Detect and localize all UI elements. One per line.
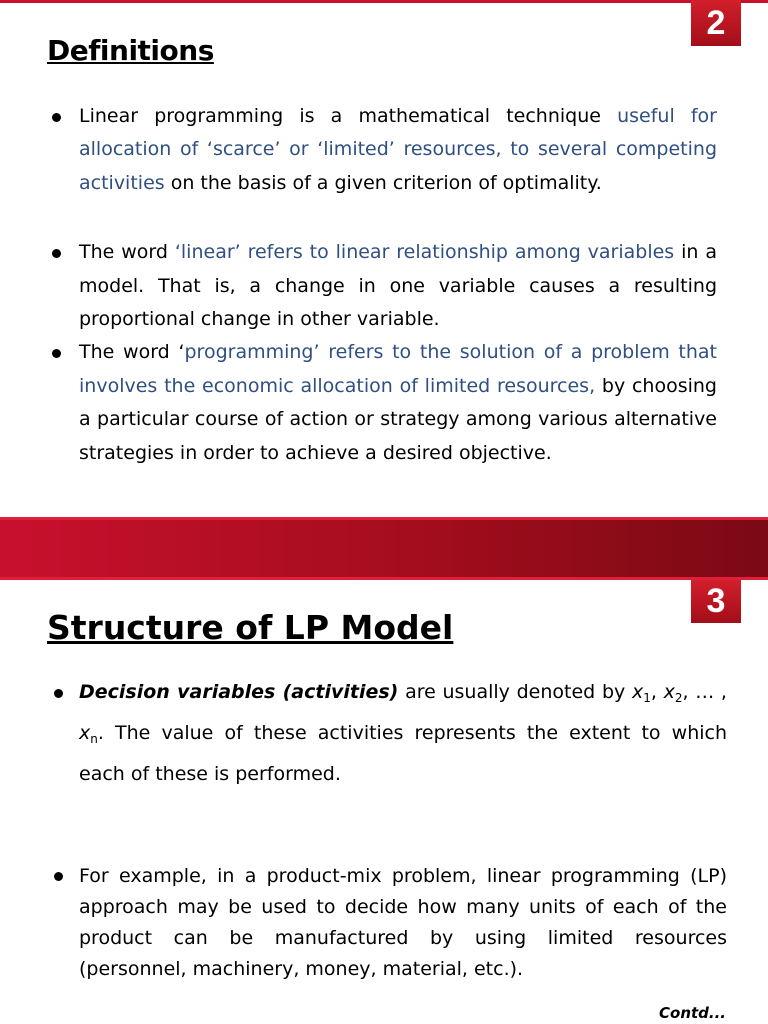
bullet-icon <box>54 872 63 881</box>
bullet-text: . The value of these activities represents the extent to which each of these is performed. <box>79 722 727 785</box>
bullet-text: The word ‘ <box>79 341 185 364</box>
slide-structure-lp-model <box>0 580 768 1024</box>
separator: , <box>650 681 664 703</box>
slide-number-badge: 2 <box>691 0 741 46</box>
bullet-icon <box>52 249 61 258</box>
bullet-text: in a model. That is, a change in one variable causes a resulting proportional change in other variable. <box>79 241 717 331</box>
highlight-text: ‘linear’ refers to linear relationship among variables <box>174 241 675 264</box>
definition-bullet-linear <box>0 236 717 336</box>
subscript: n <box>90 732 98 746</box>
structure-bullet-decision-variables <box>0 675 727 792</box>
top-accent-line <box>0 0 768 3</box>
slide-title: Definitions <box>47 34 214 67</box>
bullet-text: For example, in a product-mix problem, linear programming (LP) approach may be used to decide how many units of each of the product can be manufactured by using limited resources (personnel, machinery, money, material, etc.). <box>79 865 727 980</box>
term-label: Decision variables (activities) <box>79 681 399 703</box>
subscript: 2 <box>674 691 683 705</box>
bullet-text: by choosing a particular course of action or strategy among various alternative strategies in order to achieve a desired objective. <box>79 374 717 464</box>
bullet-text: Linear programming is a mathematical technique <box>79 105 618 127</box>
bullet-text: on the basis of a given criterion of optimality. <box>164 171 602 194</box>
highlight-text: useful for allocation of ‘scarce’ or ‘limited’ resources, to several competing activities <box>79 105 717 194</box>
definition-bullet-programming <box>0 336 717 470</box>
subscript: 1 <box>643 691 651 705</box>
slide-divider-band <box>0 517 768 580</box>
variable-symbol: x <box>663 681 675 703</box>
structure-bullet-example <box>0 861 727 985</box>
structure-list <box>0 675 768 985</box>
slide-title: Structure of LP Model <box>47 608 454 647</box>
variable-symbol: x <box>631 681 644 703</box>
bullet-text: The word <box>79 241 175 264</box>
definition-bullet-linear-programming <box>0 100 717 200</box>
bullet-icon <box>54 689 63 698</box>
bullet-icon <box>52 349 61 358</box>
continued-label: Contd... <box>659 1004 726 1022</box>
separator: , … , <box>682 681 727 703</box>
slide-number-badge: 3 <box>691 580 741 623</box>
variable-symbol: x <box>79 722 91 744</box>
definition-list <box>0 100 768 470</box>
bullet-text: are usually denoted by <box>398 681 632 703</box>
highlight-text: programming’ refers to the solution of a problem that involves the economic allocation of limited resources, <box>79 341 717 397</box>
bullet-icon <box>52 113 61 122</box>
